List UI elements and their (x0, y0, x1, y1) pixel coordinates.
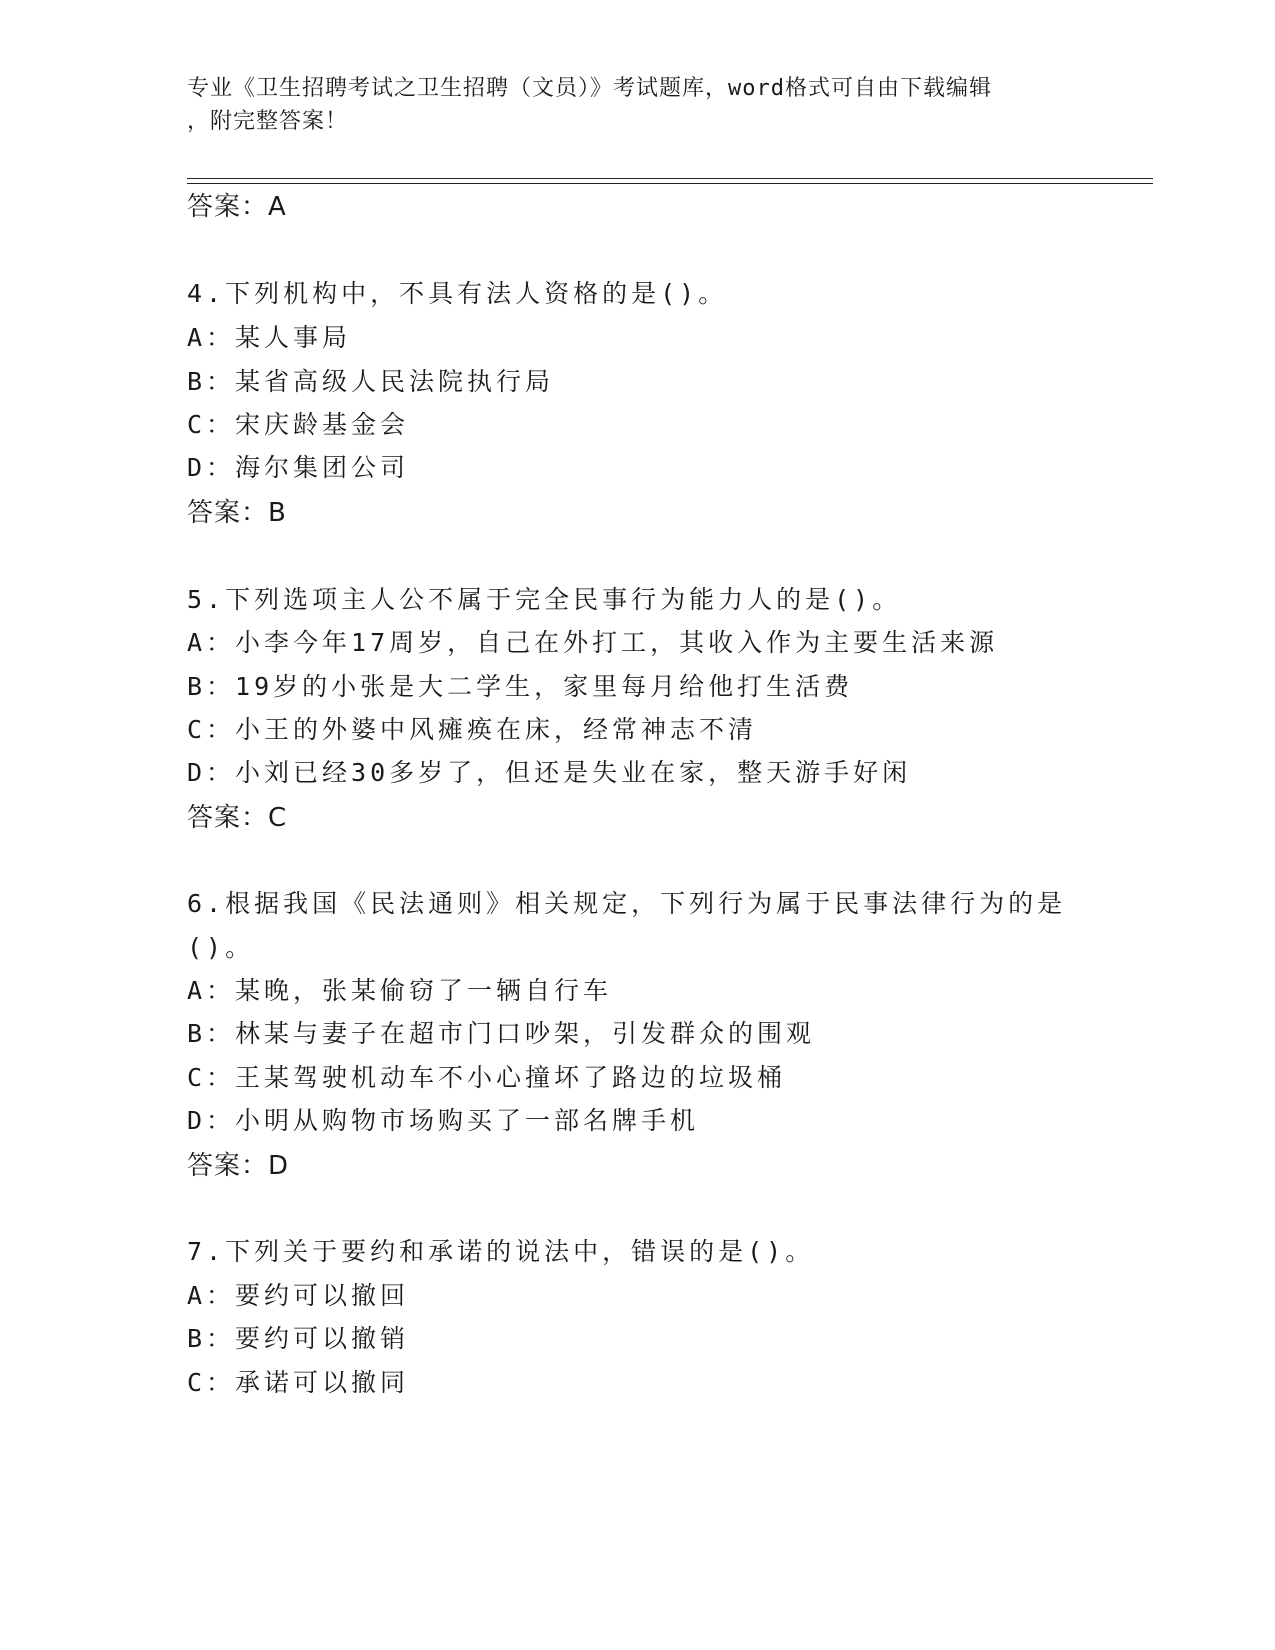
question-7: 7.下列关于要约和承诺的说法中，错误的是()。 (187, 1237, 815, 1266)
q4-option-b: B：某省高级人民法院执行局 (187, 367, 555, 396)
q6-option-b: B：林某与妻子在超市门口吵架，引发群众的围观 (187, 1019, 816, 1048)
q5-option-a: A：小李今年17周岁，自己在外打工，其收入作为主要生活来源 (187, 628, 999, 657)
question-6-line-2: ()。 (187, 933, 255, 962)
q4-option-c: C：宋庆龄基金会 (187, 410, 410, 439)
q4-option-a: A：某人事局 (187, 323, 352, 352)
document-header (187, 72, 1067, 138)
header-line-1: 专业《卫生招聘考试之卫生招聘（文员）》考试题库，word格式可自由下载编辑 (187, 76, 992, 101)
q4-option-d: D：海尔集团公司 (187, 453, 410, 482)
question-5: 5.下列选项主人公不属于完全民事行为能力人的是()。 (187, 585, 902, 614)
q4-answer: 答案：B (187, 498, 287, 528)
answer-previous: 答案：A (187, 192, 287, 222)
q5-option-c: C：小王的外婆中风瘫痪在床，经常神志不清 (187, 715, 758, 744)
q6-option-c: C：王某驾驶机动车不小心撞坏了路边的垃圾桶 (187, 1063, 787, 1092)
q7-option-a: A：要约可以撤回 (187, 1281, 410, 1310)
question-4: 4.下列机构中，不具有法人资格的是()。 (187, 279, 728, 308)
q7-option-c: C：承诺可以撤同 (187, 1368, 410, 1397)
q6-option-d: D：小明从购物市场购买了一部名牌手机 (187, 1106, 700, 1135)
q5-option-d: D：小刘已经30多岁了，但还是失业在家，整天游手好闲 (187, 758, 912, 787)
question-6-line-1: 6.根据我国《民法通则》相关规定，下列行为属于民事法律行为的是 (187, 889, 1067, 918)
q5-answer: 答案：C (187, 803, 288, 833)
q7-option-b: B：要约可以撤销 (187, 1324, 410, 1353)
q6-answer: 答案：D (187, 1151, 290, 1181)
header-divider-top (187, 178, 1153, 179)
q5-option-b: B：19岁的小张是大二学生，家里每月给他打生活费 (187, 672, 854, 701)
header-divider-bottom (187, 183, 1153, 184)
q6-option-a: A：某晚，张某偷窃了一辆自行车 (187, 976, 613, 1005)
header-line-2: ，附完整答案！ (187, 109, 349, 134)
